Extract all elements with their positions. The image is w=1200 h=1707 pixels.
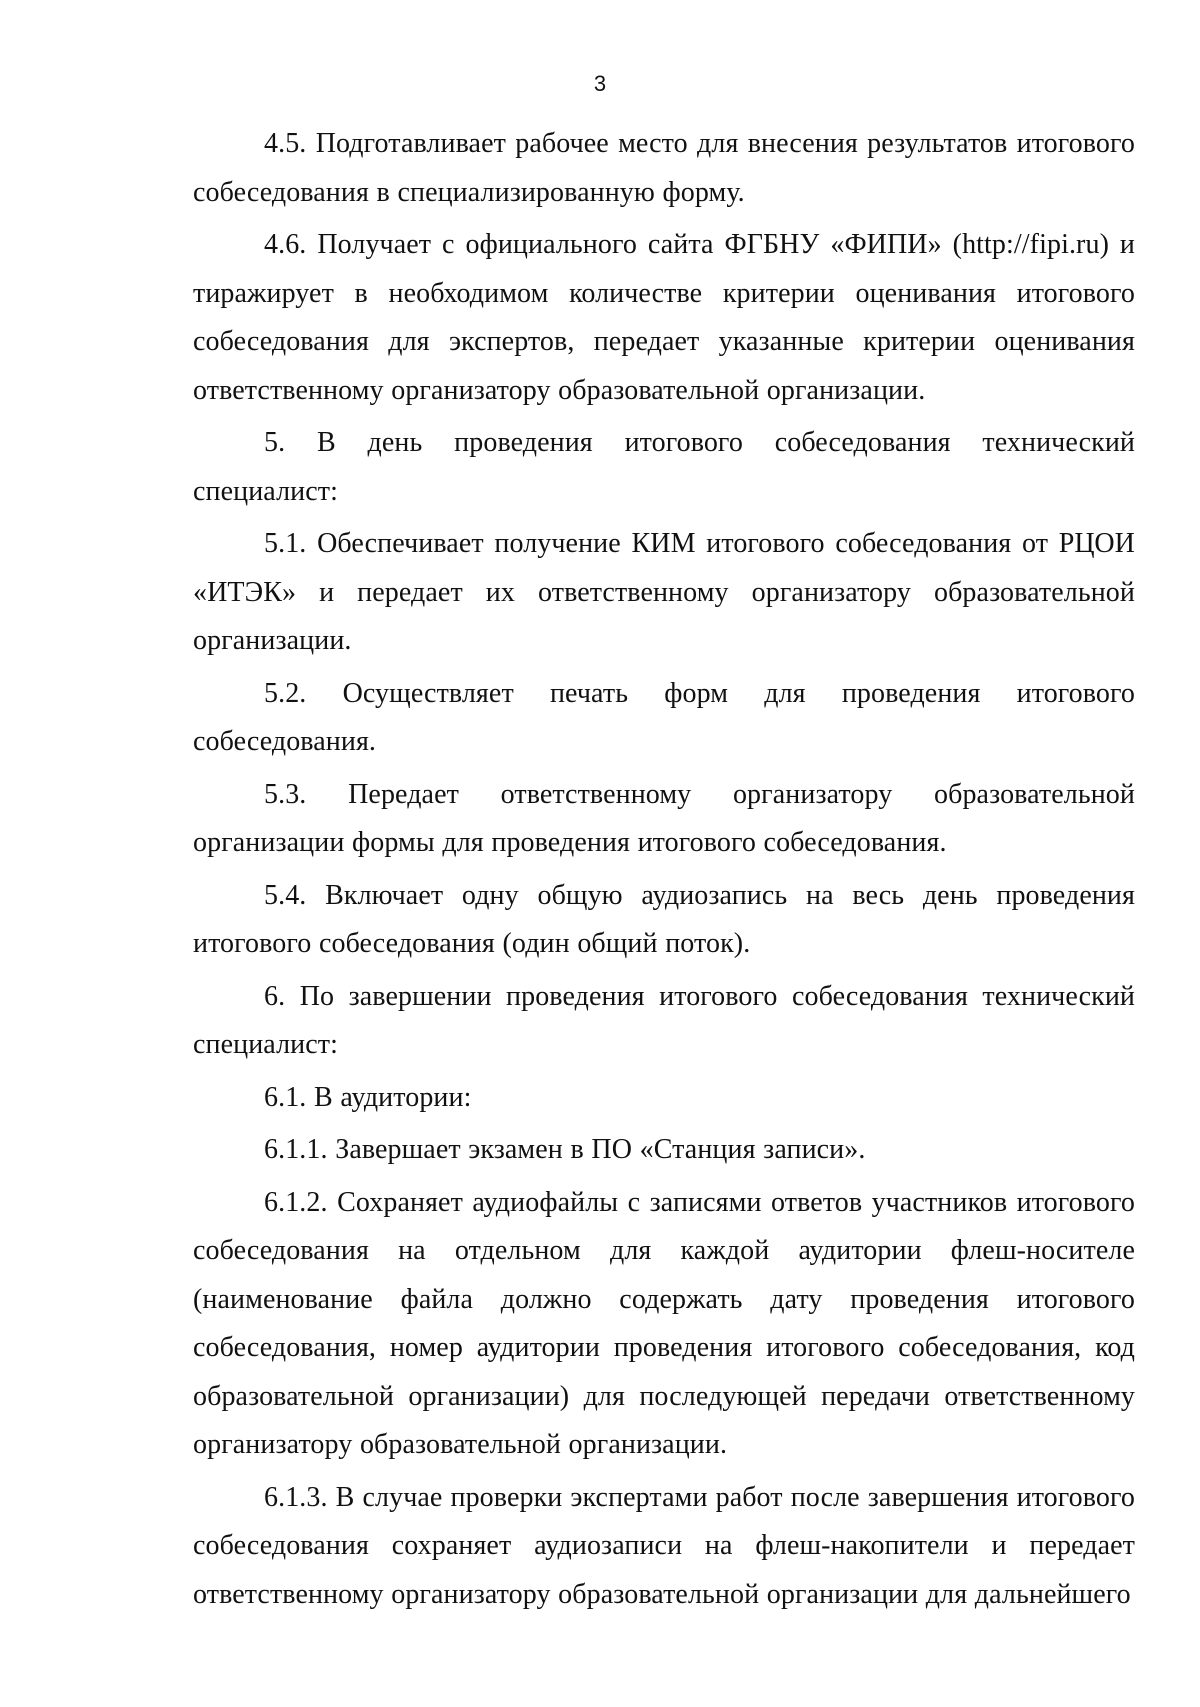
paragraph-6-1-2: 6.1.2. Сохраняет аудиофайлы с записями ответов участников итогового собеседования на отдельном для каждой аудитории флеш-носителе (наименование файла должно содержать дату проведения итогового собеседования, номер аудитории проведения итогового собеседования, код образовательной организации) для последующей передачи ответственному организатору образовательной организации. bbox=[193, 1186, 1135, 1460]
page-number: 3 bbox=[593, 71, 607, 96]
paragraph-6-1-1: 6.1.1. Завершает экзамен в ПО «Станция записи». bbox=[264, 1134, 866, 1165]
paragraph-5: 5. В день проведения итогового собеседования технический специалист: bbox=[193, 427, 1135, 507]
paragraph-5-4: 5.4. Включает одну общую аудиозапись на весь день проведения итогового собеседования (один общий поток). bbox=[193, 879, 1135, 959]
paragraph-5-1: 5.1. Обеспечивает получение КИМ итогового собеседования от РЦОИ «ИТЭК» и передает их ответственному организатору образовательной организации. bbox=[193, 528, 1135, 656]
paragraph-6-1: 6.1. В аудитории: bbox=[264, 1081, 472, 1113]
document-body bbox=[193, 120, 1135, 1623]
paragraph-6-1-3: 6.1.3. В случае проверки экспертами работ после завершения итогового собеседования сохраняет аудиозаписи на флеш-накопители и передает ответственному организатору образовательной организации для дальнейшего bbox=[193, 1481, 1135, 1610]
paragraph-4-6: 4.6. Получает с официального сайта ФГБНУ «ФИПИ» (http://fipi.ru) и тиражирует в необходимом количестве критерии оценивания итогового собеседования для экспертов, передает указанные критерии оценивания ответственному организатору образовательной организации. bbox=[193, 229, 1135, 406]
paragraph-5-2: 5.2. Осуществляет печать форм для проведения итогового собеседования. bbox=[193, 677, 1135, 757]
paragraph-6: 6. По завершении проведения итогового собеседования технический специалист: bbox=[193, 980, 1135, 1060]
paragraph-4-5: 4.5. Подготавливает рабочее место для внесения результатов итогового собеседования в специализированную форму. bbox=[193, 128, 1135, 208]
paragraph-5-3: 5.3. Передает ответственному организатору образовательной организации формы для проведения итогового собеседования. bbox=[193, 778, 1135, 858]
